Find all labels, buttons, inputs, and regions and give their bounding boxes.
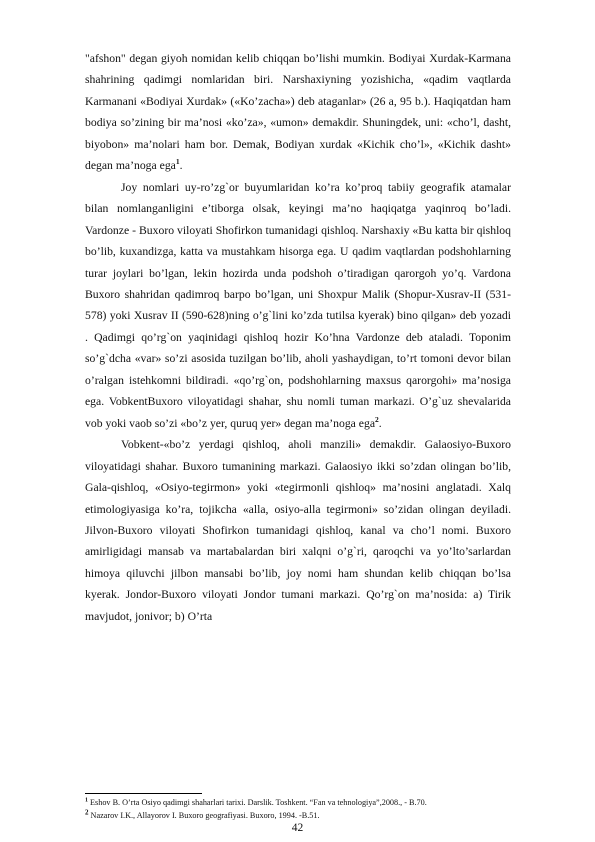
page-body	[85, 48, 511, 627]
footnote-ref-2[interactable]: 2	[375, 414, 379, 424]
paragraph-2	[85, 177, 511, 434]
paragraph-1-tail: .	[179, 159, 183, 173]
page-number: 42	[291, 822, 304, 834]
footnote-1-text: Eshov B. O’rta Osiyo qadimgi shaharlari tarixi. Darslik. Toshkent. “Fan va tehnologiya”,2008., - B.70.	[90, 798, 427, 807]
footnote-separator	[85, 793, 202, 794]
footnotes	[85, 797, 515, 822]
paragraph-2-tail: .	[378, 416, 382, 430]
paragraph-3	[85, 434, 511, 627]
paragraph-3-text: Vobkent-«bo’z yerdagi qishloq, aholi manzili» demakdir. Galaosiyo-Buxoro viloyatidagi shahar. Buxoro tumanining markazi. Galaosiyo ikki so’zdan olingan bo’lib, Gala-qishloq, «Osiyo-tegirmon» yoki «tegirmonli qishloq» ma’nosini anglatadi. Xalq etimologiyasiga ko’ra, tojikcha «alla, osiyo-alla tegirmoni» so’zidan olingan deyiladi. Jilvon-Buxoro viloyati Shofirkon tumanidagi qishloq, kanal va cho’l nomi. Buxoro amirligidagi mansab va martabalardan biri xalqni o’g`ri, qaroqchi va yo’lto’sarlardan himoya qiluvchi jilbon mansabi bo’lib, joy nomi ham shundan kelib chiqqan bo’lsa kyerak. Jondor-Buxoro viloyati Jondor tumani markazi. Qo’rg`on ma’nosida: a) Tirik mavjudot, jonivor; b) O’rta	[85, 438, 511, 623]
footnote-1	[85, 797, 515, 810]
footnote-2-text: Nazarov I.K., Allayorov I. Buxoro geografiyasi. Buxoro, 1994. -B.51.	[90, 810, 320, 820]
paragraph-1-text: "afshon" degan giyoh nomidan kelib chiqqan bo’lishi mumkin. Bodiyai Xurdak-Karmana shahrining qadimgi nomlaridan biri. Narshaxiyning yozishicha, «qadim vaqtlarda Karmanani «Bodiyai Xurdak» («Ko’zacha») deb ataganlar» (26 a, 95 b.). Haqiqatdan ham bodiya so’zining bir ma’nosi «ko’za», «umon» demakdir. Shuningdek, uni: «cho’l, dasht, biyobon» ma’nolari ham bor. Demak, Bodiyan xurdak «Kichik cho’l», «Kichik dasht» degan ma’noga ega	[85, 52, 511, 173]
footnote-number-1: 1	[85, 797, 88, 804]
footnote-number-2: 2	[85, 807, 89, 816]
footnote-ref-1[interactable]: 1	[175, 157, 180, 167]
paragraph-2-text: Joy nomlari uy-ro’zg`or buyumlaridan ko’ra ko’proq tabiiy geografik atamalar bilan nomlanganligini e’tiborga olsak, keyingi ma’no haqiqatga yaqinroq bo’ladi. Vardonze - Buxoro viloyati Shofirkon tumanidagi qishloq. Narshaxiy «Bu katta bir qishloq bo’lib, kuxandizga, katta va mustahkam hisorga ega. U qadim vaqtlardan podshohlarning turar joylari bo’lgan, lekin hozirda unda podshoh o’tiradigan qarorgoh yo’q. Vardona Buxoro shahridan qadimroq barpo bo’lgan, uni Shoxpur Malik (Shopur-Xusrav-II (531-578) yoki Xusrav II (590-628)ning o’g`lini ko’zda tutilsa kyerak) bino qilgan» deb yozadi . Qadimgi qo’rg`on yaqinidagi qishloq hozir Ko’hna Vardonze deb ataladi. Toponim so’g`dcha «var» so’zi asosida tuzilgan bo’lib, aholi yashaydigan, to’rt tomoni devor bilan o’ralgan istehkomni bildiradi. «qo’rg`on, podshohlarning maxsus qarorgohi» ma’nosiga ega. VobkentBuxoro viloyatidagi shahar, shu nomli tuman markazi. O’g`uz shevalarida vob yoki vaob so’zi «bo’z yer, quruq yer» degan ma’noga ega	[85, 180, 511, 430]
footnote-2	[85, 807, 515, 823]
paragraph-1	[85, 48, 511, 177]
